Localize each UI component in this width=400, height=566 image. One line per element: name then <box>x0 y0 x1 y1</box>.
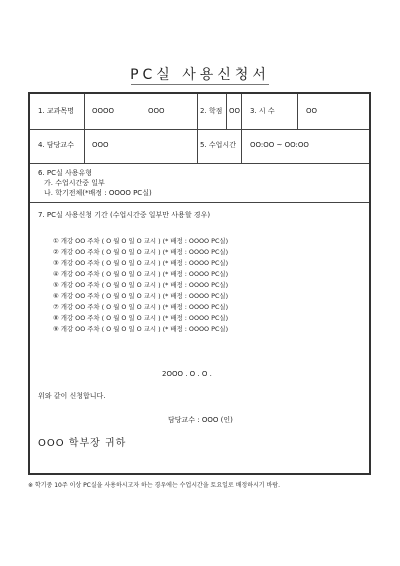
period-item-number: ⑤ <box>53 281 59 289</box>
period-item-number: ⑧ <box>53 314 59 322</box>
period-item <box>53 270 228 279</box>
col-divider-middle <box>197 94 198 163</box>
professor-label: 4. 담당교수 <box>38 141 74 149</box>
credit-value: OO <box>229 107 241 115</box>
usage-period-heading: 7. PC실 사용신청 기간 (수업시간중 일부만 사용할 경우) <box>38 211 211 219</box>
application-date: 2OOO . O . O . <box>162 370 212 378</box>
period-item-text: 개강 OO 주차 ( O 월 O 일 O 교시 ) (* 배정 : OOOO PC실) <box>60 270 229 278</box>
usage-type-option-b: 나. 학기전체(*배정 : OOOO PC실) <box>44 189 152 197</box>
course-name-label: 1. 교과목명 <box>38 107 74 115</box>
hours-label: 3. 시 수 <box>250 107 275 115</box>
course-name-value-1: OOOO <box>92 107 115 115</box>
usage-type-heading: 6. PC실 사용유형 <box>38 169 93 177</box>
period-item-number: ⑦ <box>53 303 59 311</box>
footnote: ※ 학기중 10주 이상 PC실을 사용하시고자 하는 경우에는 수업시간을 토요일로 배정하시기 바람. <box>28 482 281 489</box>
credit-label: 2. 학점 <box>200 107 223 115</box>
col-divider-hours-label <box>241 94 242 163</box>
period-item-number: ⑨ <box>53 325 59 333</box>
period-item <box>53 281 228 290</box>
course-name-value-2: OOO <box>148 107 165 115</box>
period-item-text: 개강 OO 주차 ( O 월 O 일 O 교시 ) (* 배정 : OOOO PC실) <box>60 325 229 333</box>
col-divider-credit <box>226 94 227 129</box>
period-item <box>53 237 228 246</box>
period-item-number: ④ <box>53 270 59 278</box>
period-item <box>53 303 228 312</box>
col-divider-label <box>84 94 85 163</box>
period-item-text: 개강 OO 주차 ( O 월 O 일 O 교시 ) (* 배정 : OOOO PC실) <box>60 259 229 267</box>
period-item <box>53 314 228 323</box>
period-item-text: 개강 OO 주차 ( O 월 O 일 O 교시 ) (* 배정 : OOOO PC실) <box>60 237 229 245</box>
period-item-text: 개강 OO 주차 ( O 월 O 일 O 교시 ) (* 배정 : OOOO PC실) <box>60 248 229 256</box>
period-item-number: ③ <box>53 259 59 267</box>
row-divider-3 <box>30 202 369 203</box>
hours-value: OO <box>306 107 318 115</box>
period-item <box>53 325 228 334</box>
class-time-label: 5. 수업시간 <box>200 141 236 149</box>
period-item-text: 개강 OO 주차 ( O 월 O 일 O 교시 ) (* 배정 : OOOO PC실) <box>60 303 229 311</box>
class-time-value: OO:OO ~ OO:OO <box>250 141 309 149</box>
request-statement: 위와 같이 신청합니다. <box>38 392 106 400</box>
period-item-text: 개강 OO 주차 ( O 월 O 일 O 교시 ) (* 배정 : OOOO PC실) <box>60 314 229 322</box>
period-item-number: ① <box>53 237 59 245</box>
period-item <box>53 248 228 257</box>
period-item-number: ② <box>53 248 59 256</box>
row-divider-2 <box>30 163 369 164</box>
professor-value: OOO <box>92 141 109 149</box>
period-item <box>53 292 228 301</box>
period-item-text: 개강 OO 주차 ( O 월 O 일 O 교시 ) (* 배정 : OOOO PC실) <box>60 281 229 289</box>
application-form <box>28 92 371 475</box>
col-divider-hours-value <box>297 94 298 129</box>
title-underline <box>131 84 269 85</box>
period-item-number: ⑥ <box>53 292 59 300</box>
professor-signature: 담당교수 : OOO (인) <box>168 416 233 424</box>
recipient: OOO 학부장 귀하 <box>38 438 127 449</box>
period-item-text: 개강 OO 주차 ( O 월 O 일 O 교시 ) (* 배정 : OOOO PC실) <box>60 292 229 300</box>
form-title: PC실 사용신청서 <box>130 67 270 83</box>
period-item <box>53 259 228 268</box>
usage-type-option-a: 가. 수업시간중 일부 <box>44 179 105 187</box>
row-divider-1 <box>30 129 369 130</box>
